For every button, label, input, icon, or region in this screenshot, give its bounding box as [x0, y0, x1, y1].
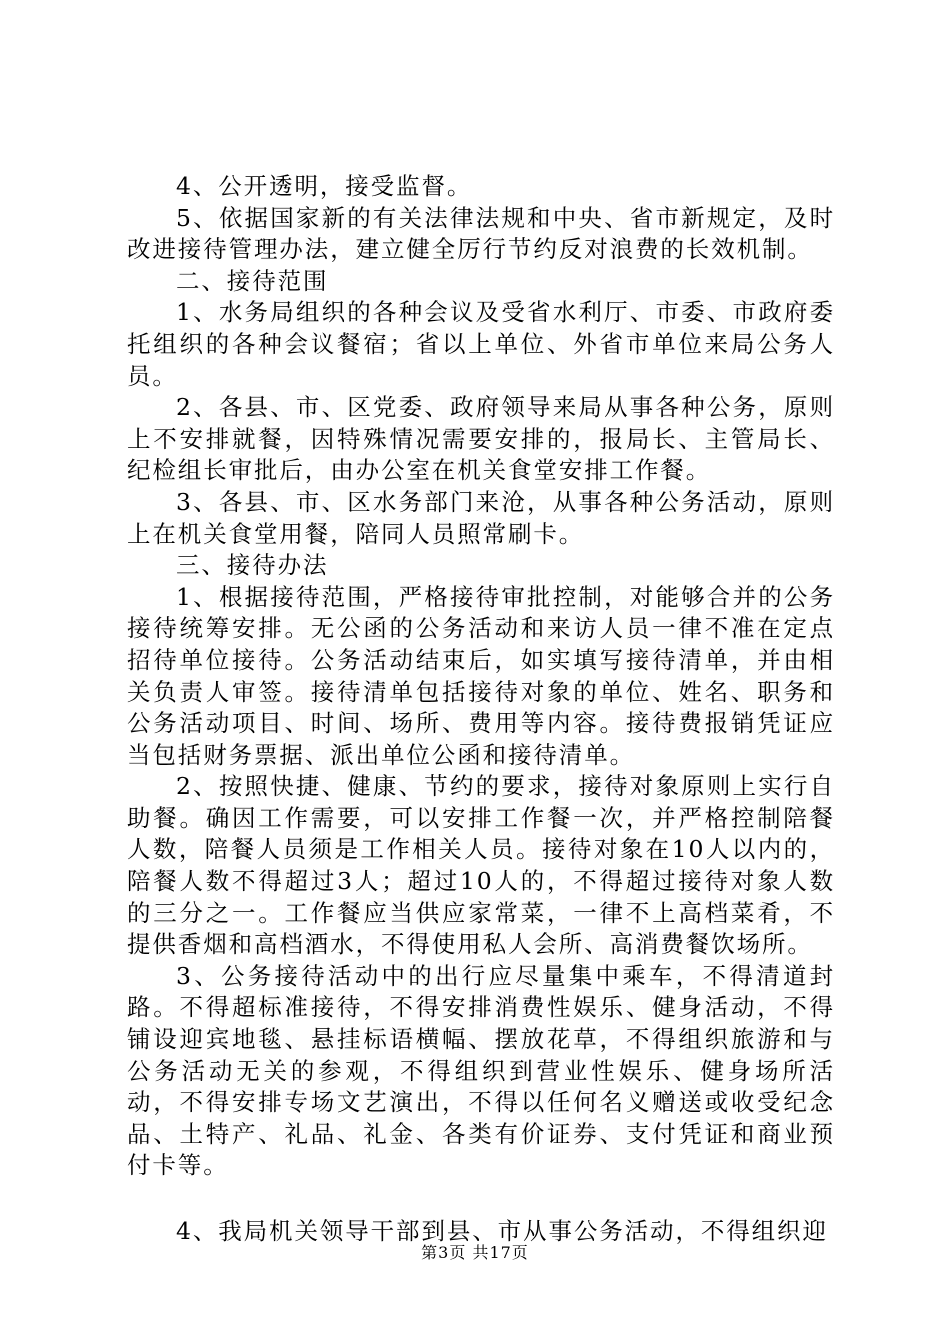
paragraph-scope-1: 1、水务局组织的各种会议及受省水利厅、市委、市政府委托组织的各种会议餐宿；省以上单位、外省市单位来局公务人员。 [127, 298, 835, 390]
paragraph-scope-2: 2、各县、市、区党委、政府领导来局从事各种公务，原则上不安排就餐，因特殊情况需要安排的，报局长、主管局长、纪检组长审批后，由办公室在机关食堂安排工作餐。 [127, 393, 835, 485]
paragraph-principle-4: 4、公开透明，接受监督。 [176, 172, 473, 200]
section-heading-reception-methods: 三、接待办法 [176, 551, 329, 580]
paragraph-method-1: 1、根据接待范围，严格接待审批控制，对能够合并的公务接待统筹安排。无公函的公务活动和来访人员一律不准在定点招待单位接待。公务活动结束后，如实填写接待清单，并由相关负责人审签。接待清单包括接待对象的单位、姓名、职务和公务活动项目、时间、场所、费用等内容。接待费报销凭证应当包括财务票据、派出单位公函和接待清单。 [127, 582, 835, 769]
paragraph-spacer [127, 1182, 835, 1216]
paragraph-principle-5: 5、依据国家新的有关法律法规和中央、省市新规定，及时改进接待管理办法，建立健全厉行节约反对浪费的长效机制。 [127, 203, 835, 264]
page-number-footer: 第3页 共17页 [421, 1243, 529, 1262]
paragraph-scope-3: 3、各县、市、区水务部门来沧，从事各种公务活动，原则上在机关食堂用餐，陪同人员照常刷卡。 [127, 487, 835, 548]
document-body [127, 171, 835, 1248]
paragraph-method-2: 2、按照快捷、健康、节约的要求，接待对象原则上实行自助餐。确因工作需要，可以安排工作餐一次，并严格控制陪餐人数，陪餐人员须是工作相关人员。接待对象在10人以内的，陪餐人数不得超过3人；超过10人的，不得超过接待对象人数的三分之一。工作餐应当供应家常菜，一律不上高档菜肴，不提供香烟和高档酒水，不得使用私人会所、高消费餐饮场所。 [127, 772, 835, 959]
section-heading-reception-scope: 二、接待范围 [176, 266, 329, 295]
paragraph-method-3: 3、公务接待活动中的出行应尽量集中乘车，不得清道封路。不得超标准接待，不得安排消费性娱乐、健身活动，不得铺设迎宾地毯、悬挂标语横幅、摆放花草，不得组织旅游和与公务活动无关的参观，不得组织到营业性娱乐、健身场所活动，不得安排专场文艺演出，不得以任何名义赠送或收受纪念品、土特产、礼品、礼金、各类有价证券、支付凭证和商业预付卡等。 [127, 961, 835, 1180]
paragraph-method-4: 4、我局机关领导干部到县、市从事公务活动，不得组织迎 [176, 1217, 828, 1245]
